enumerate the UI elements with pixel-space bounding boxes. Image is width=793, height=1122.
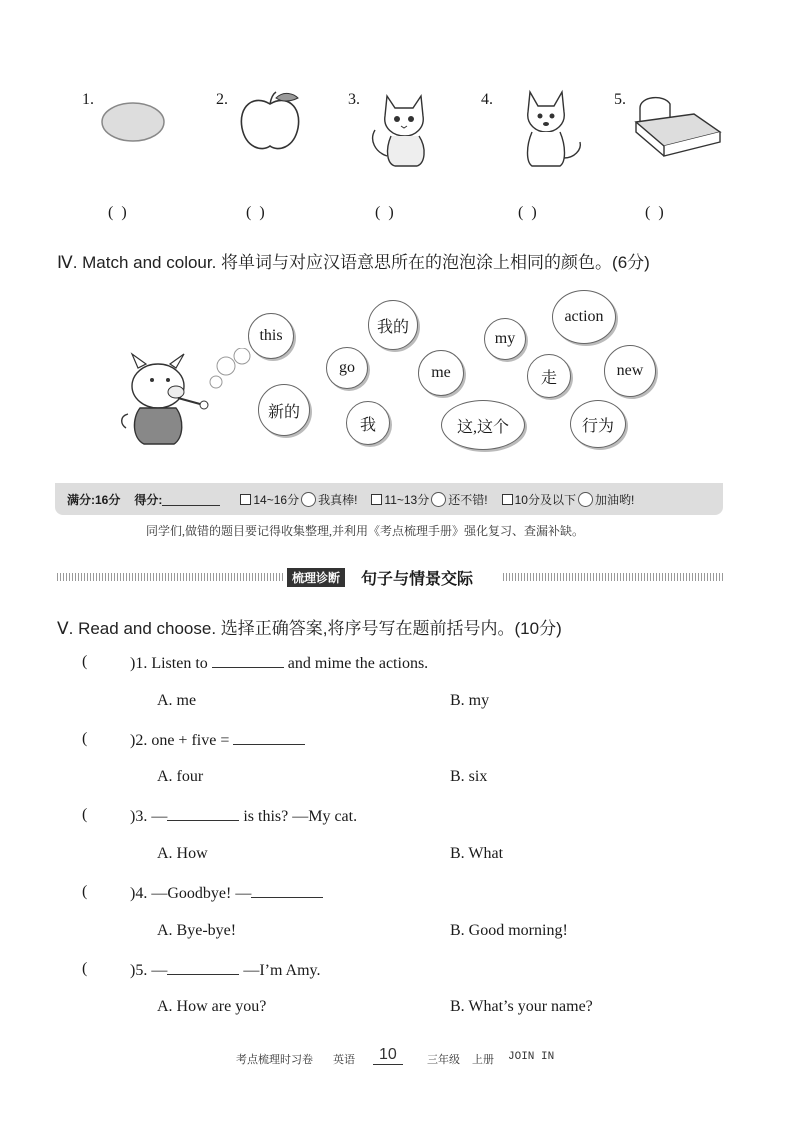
question-pre: — <box>151 808 168 825</box>
checkbox[interactable] <box>502 494 513 505</box>
blank[interactable] <box>167 806 239 821</box>
option-b[interactable]: B. my <box>450 692 490 709</box>
question-pre: — <box>151 962 168 979</box>
word-bubble[interactable]: this <box>248 313 294 359</box>
range-2: 11~13分 <box>384 492 430 507</box>
question-pre: —Goodbye! — <box>151 885 252 902</box>
smile-icon <box>301 492 316 507</box>
option-b[interactable]: B. What’s your name? <box>450 998 593 1015</box>
footer-series-title: 考点梳理时习卷 <box>236 1054 313 1066</box>
option-a[interactable]: A. me <box>157 692 197 709</box>
word-bubble[interactable]: new <box>604 345 656 397</box>
divider-title: 句子与情景交际 <box>361 571 474 588</box>
answer-paren[interactable]: ( ) <box>645 204 666 221</box>
answer-paren[interactable]: ( <box>82 883 88 900</box>
dog-icon <box>510 88 590 170</box>
range-2-text: 还不错! <box>448 492 488 507</box>
question-1 <box>130 653 428 673</box>
page-number: 10 <box>373 1046 403 1065</box>
word-bubble[interactable]: 这,这个 <box>441 400 525 450</box>
word-bubble[interactable]: 我 <box>346 401 390 445</box>
cat-icon <box>365 90 445 170</box>
question-post: and mime the actions. <box>287 655 429 672</box>
picture-number: 1. <box>82 91 94 108</box>
range-3: 10分及以下 <box>514 492 576 507</box>
question-number: )1. <box>130 655 148 672</box>
word-bubble[interactable]: me <box>418 350 464 396</box>
option-b[interactable]: B. Good morning! <box>450 922 568 939</box>
range-1: 14~16分 <box>253 492 300 507</box>
answer-paren[interactable]: ( ) <box>246 204 267 221</box>
full-score: 满分:16分 <box>67 492 121 507</box>
blank[interactable] <box>167 960 239 975</box>
answer-paren[interactable]: ( <box>82 730 88 747</box>
question-5 <box>130 960 321 980</box>
question-number: )5. <box>130 962 148 979</box>
range-3-text: 加油哟! <box>594 492 635 507</box>
word-bubble[interactable]: 走 <box>527 354 571 398</box>
egg-icon <box>100 100 170 145</box>
divider-tag: 梳理诊断 <box>287 568 345 587</box>
tip-text: 同学们,做错的题目要记得收集整理,并利用《考点梳理手册》强化复习、查漏补缺。 <box>146 524 585 538</box>
section-4-title: Ⅳ. Match and colour. 将单词与对应汉语意思所在的泡泡涂上相同的颜色。(6分) <box>57 253 650 272</box>
smile-icon <box>431 492 446 507</box>
question-2 <box>130 730 305 750</box>
question-number: )4. <box>130 885 148 902</box>
option-b[interactable]: B. What <box>450 845 504 862</box>
answer-paren[interactable]: ( <box>82 806 88 823</box>
blank[interactable] <box>212 653 284 668</box>
answer-paren[interactable]: ( <box>82 653 88 670</box>
answer-paren[interactable]: ( <box>82 960 88 977</box>
divider-dots-left <box>57 573 283 581</box>
question-number: )2. <box>130 732 148 749</box>
footer-edition: JOIN IN <box>508 1051 555 1063</box>
option-a[interactable]: A. How <box>157 845 208 862</box>
divider-dots-right <box>503 573 723 581</box>
score-blank[interactable] <box>162 493 220 506</box>
picture-number: 5. <box>614 91 626 108</box>
footer-subject: 英语 <box>333 1054 355 1066</box>
footer-grade: 三年级 <box>427 1054 460 1066</box>
option-a[interactable]: A. Bye-bye! <box>157 922 237 939</box>
word-bubble[interactable]: action <box>552 290 616 344</box>
blank[interactable] <box>233 730 305 745</box>
word-bubble[interactable]: go <box>326 347 368 389</box>
range-1-text: 我真棒! <box>318 492 358 507</box>
option-b[interactable]: B. six <box>450 768 488 785</box>
answer-paren[interactable]: ( ) <box>375 204 396 221</box>
word-bubble[interactable]: my <box>484 318 526 360</box>
picture-number: 4. <box>481 91 493 108</box>
word-bubble[interactable]: 新的 <box>258 384 310 436</box>
option-a[interactable]: A. How are you? <box>157 998 267 1015</box>
question-3 <box>130 806 357 826</box>
score-bar <box>55 483 723 515</box>
word-bubble[interactable]: 行为 <box>570 400 626 448</box>
answer-paren[interactable]: ( ) <box>108 204 129 221</box>
word-bubble[interactable]: 我的 <box>368 300 418 350</box>
apple-icon <box>236 90 306 155</box>
question-post: is this? —My cat. <box>243 808 358 825</box>
question-number: )3. <box>130 808 148 825</box>
smile-icon <box>578 492 593 507</box>
pig-icon <box>118 348 258 458</box>
question-post: —I’m Amy. <box>243 962 321 979</box>
footer-term: 上册 <box>472 1054 494 1066</box>
blank[interactable] <box>251 883 323 898</box>
checkbox[interactable] <box>371 494 382 505</box>
picture-number: 3. <box>348 91 360 108</box>
bed-icon <box>630 92 726 164</box>
question-pre: one + five = <box>151 732 230 749</box>
question-pre: Listen to <box>151 655 208 672</box>
option-a[interactable]: A. four <box>157 768 204 785</box>
section-5-title: Ⅴ. Read and choose. 选择正确答案,将序号写在题前括号内。(10分) <box>57 619 562 638</box>
picture-number: 2. <box>216 91 228 108</box>
checkbox[interactable] <box>240 494 251 505</box>
score-label: 得分: <box>134 492 163 507</box>
answer-paren[interactable]: ( ) <box>518 204 539 221</box>
question-4 <box>130 883 323 903</box>
